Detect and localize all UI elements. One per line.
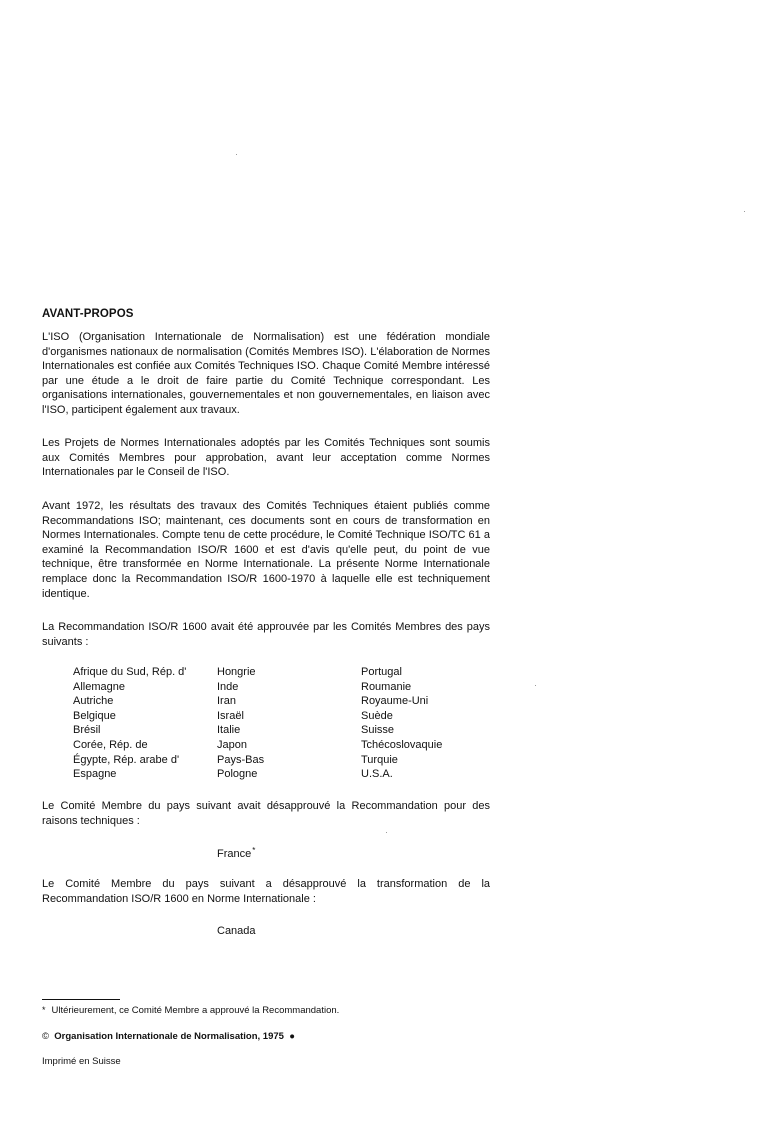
copyright-symbol: © [42,1031,49,1042]
countries-column-3 [361,665,442,782]
country-item: Pologne [217,768,258,781]
paragraph-iso-intro: L'ISO (Organisation Internationale de Normalisation) est une fédération mondiale d'organismes nationaux de normalisation (Comités Membres ISO). L'élaboration de Normes Internationales est confiée aux Comités Techniques ISO. Chaque Comité Membre intéressé par une étude a le droit de faire partie du Comité Technique correspondant. Les organisations internationales, gouvernementales et non gouvernementales, en liaison avec l'ISO, participent également aux travaux. [42,331,490,416]
countries-column-2 [217,665,264,782]
country-item: Royaume-Uni [361,695,429,708]
footnote-marker: * [42,1005,46,1015]
country-item: Roumanie [361,680,412,693]
footnote [42,1005,339,1016]
disapproving-country-technical [217,846,255,860]
paragraph-history: Avant 1972, les résultats des travaux des Comités Techniques étaient publiés comme Recommandations ISO; maintenant, ces documents sont en cours de transformation en Normes Internationales. Compte tenu de cette procédure, le Comité Technique ISO/TC 61 a examiné la Recommandation ISO/R 1600 et est d'avis qu'elle peut, du point de vue technique, être transformée en Norme Internationale. La présente Norme Internationale remplace donc la Recommandation ISO/R 1600-1970 à laquelle elle est techniquement identique. [42,500,490,600]
country-item: Corée, Rép. de [73,738,148,751]
country-item: Égypte, Rép. arabe d' [73,753,180,766]
document-page [42,0,490,1122]
country-item: Belgique [73,709,116,722]
country-item: Autriche [73,695,114,708]
country-item: Pays-Bas [217,753,265,766]
country-item: Hongrie [217,666,256,678]
country-item: Israël [217,709,244,722]
country-item: Tchécoslovaquie [361,738,443,751]
paragraph-technical-disapproval: Le Comité Membre du pays suivant avait désapprouvé la Recommandation pour des raisons techniques : [42,800,490,827]
paragraph-draft-approval: Les Projets de Normes Internationales adoptés par les Comités Techniques sont soumis aux Comités Membres pour approbation, avant leur acceptation comme Normes Internationales par le Conseil de l'ISO. [42,437,490,479]
scan-speck [744,211,745,212]
page-title: AVANT-PROPOS [42,308,134,320]
country-item: Suisse [361,724,395,737]
country-item: Japon [217,738,247,751]
scan-speck [535,685,536,686]
paragraph-transformation-disapproval: Le Comité Membre du pays suivant a désapprouvé la transformation de la Recommandation ISO/R 1600 en Norme Internationale : [42,878,490,905]
scan-speck [386,832,387,833]
country-item: Inde [217,680,239,693]
copyright-text: Organisation Internationale de Normalisation, 1975 [54,1031,284,1042]
footnote-text: Ultérieurement, ce Comité Membre a approuvé la Recommandation. [51,1005,340,1016]
country-item: Italie [217,724,241,737]
country-item: Iran [217,695,236,708]
country-item: Allemagne [73,680,125,693]
country-item: U.S.A. [361,768,393,781]
country-name: France [217,848,252,860]
country-item: Espagne [73,768,117,781]
paragraph-approved-by: La Recommandation ISO/R 1600 avait été approuvée par les Comités Membres des pays suivants : [42,621,490,648]
country-item: Turquie [361,753,398,766]
footnote-marker: * [252,846,256,855]
imprint: Imprimé en Suisse [42,1056,121,1067]
scan-speck [236,154,237,155]
country-item: Suède [361,709,393,722]
copyright-line [42,1031,295,1042]
footnote-divider [42,999,120,1000]
countries-column-1 [73,665,186,782]
country-item: Afrique du Sud, Rép. d' [73,666,187,678]
country-item: Portugal [361,666,402,678]
disapproving-country-transformation: Canada [217,925,256,937]
bullet-icon: ● [289,1031,295,1042]
country-item: Brésil [73,724,101,737]
